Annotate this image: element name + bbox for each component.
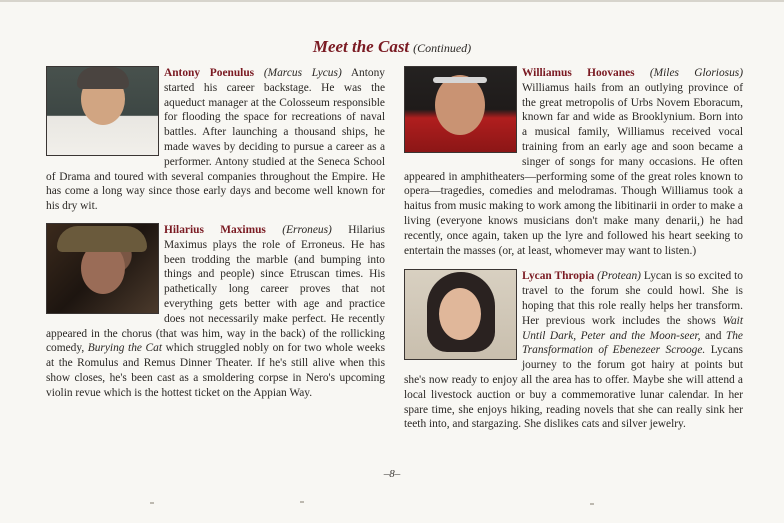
cast-bio-text: Lycans journey to the forum got hairy at points but she's now ready to enjoy all the area has to offer. Maybe she will attend a local livestock auction or buy a commemorative lunar calendar. In her spare time, she enjoys hiking, reading novels that she can really sink her teeth into, and stargazing. She dislikes cats and silver jewelry.: [404, 344, 743, 431]
hair-shape: [77, 67, 129, 89]
cast-name: Hilarius Maximus: [164, 223, 266, 236]
cast-role: (Erroneus): [282, 223, 332, 236]
cast-bio-text: and: [700, 329, 726, 342]
bottom-marks: [0, 500, 784, 508]
cast-role: (Protean): [597, 270, 641, 283]
cast-bio-text: Hilarius Maximus plays the role of Erroneus. He has been trodding the marble (and bumping into things and people) since Etruscan times. His pathetically long career proves that not everything gets better with age and practice does not necessarily make perfect. He recently appeared in the chorus (that was him, way in the back) of the rollicking comedy,: [46, 223, 385, 355]
headshot-lycan: [404, 269, 517, 360]
scan-mark: [300, 501, 304, 503]
cast-entry-lycan: [404, 269, 743, 432]
hat-shape: [57, 226, 147, 252]
cast-entry-antony: [46, 66, 385, 214]
left-column: [46, 66, 385, 401]
cast-role: (Miles Gloriosus): [649, 67, 743, 79]
section-subtitle: (Continued): [413, 41, 472, 55]
scan-mark: [590, 503, 594, 505]
cast-bio-text: which struggled nobly on for two whole weeks at the Romulus and Remus Dinner Theater. If he's still alive when this show closes, he's been cast as a smoldering corpse in Nero's upcoming violin revue which is the hottest ticket on the Appian Way.: [46, 342, 386, 399]
cast-bio-text: Williamus hails from an outlying province of the great metropolis of Urbs Novem Eboracum, known far and wide as Brooklynium. Born into a musical family, Williamus received vocal training from an early age and soon became a singer of songs for many occasions. He often appeared in amphitheaters—performing some of the great roles known to opera—tragedies, comedies and melodramas. Though Williamus took a haitus from music making to work among the libitinarii in order to make a living (everyone knows musicians don't make many denarii,) he had recently, once again, taken up the lyre and followed his heart seeking to entertain the masses (or, at least, whomever may want to listen.): [404, 81, 743, 257]
cast-role: (Marcus Lycus): [263, 67, 342, 79]
scan-mark: [150, 502, 154, 504]
cast-entry-williamus: [404, 66, 743, 258]
cast-entry-hilarius: [46, 223, 385, 401]
section-heading: [0, 36, 784, 59]
cast-name: Williamus Hoovanes: [522, 67, 635, 79]
top-rule: [0, 0, 784, 2]
headband-shape: [433, 77, 487, 83]
face-shape: [439, 288, 481, 340]
cast-name: Lycan Thropia: [522, 270, 595, 283]
show-title: The Transformation of Ebenezeer Scrooge.: [522, 329, 743, 357]
right-column: [404, 66, 743, 432]
headshot-hilarius: [46, 223, 159, 314]
face-shape: [435, 75, 485, 135]
section-title: Meet the Cast: [312, 37, 410, 56]
cast-bio-text: Antony started his career backstage. He was the aqueduct manager at the Colosseum responsible for flooding the space for recreations of naval battles. After launching a thousand ships, he made waves by deciding to pursue a career as a performer. Antony studied at the Seneca School of Drama and toured with several companies throughout the Empire. He has come a long way since those early days and become well known for his dry wit.: [46, 67, 385, 213]
headshot-williamus: [404, 66, 517, 153]
cast-name: Antony Poenulus: [164, 67, 255, 79]
show-title: Wait Until Dark, Peter and the Moon-seer,: [522, 314, 743, 342]
cast-bio-text: Lycan is so excited to travel to the forum she could howl. She is hoping that this role really helps her transform. Her previous work includes the shows: [522, 270, 743, 327]
show-title: Burying the Cat: [87, 342, 163, 355]
page-number: –8–: [383, 468, 401, 480]
headshot-antony: [46, 66, 159, 156]
